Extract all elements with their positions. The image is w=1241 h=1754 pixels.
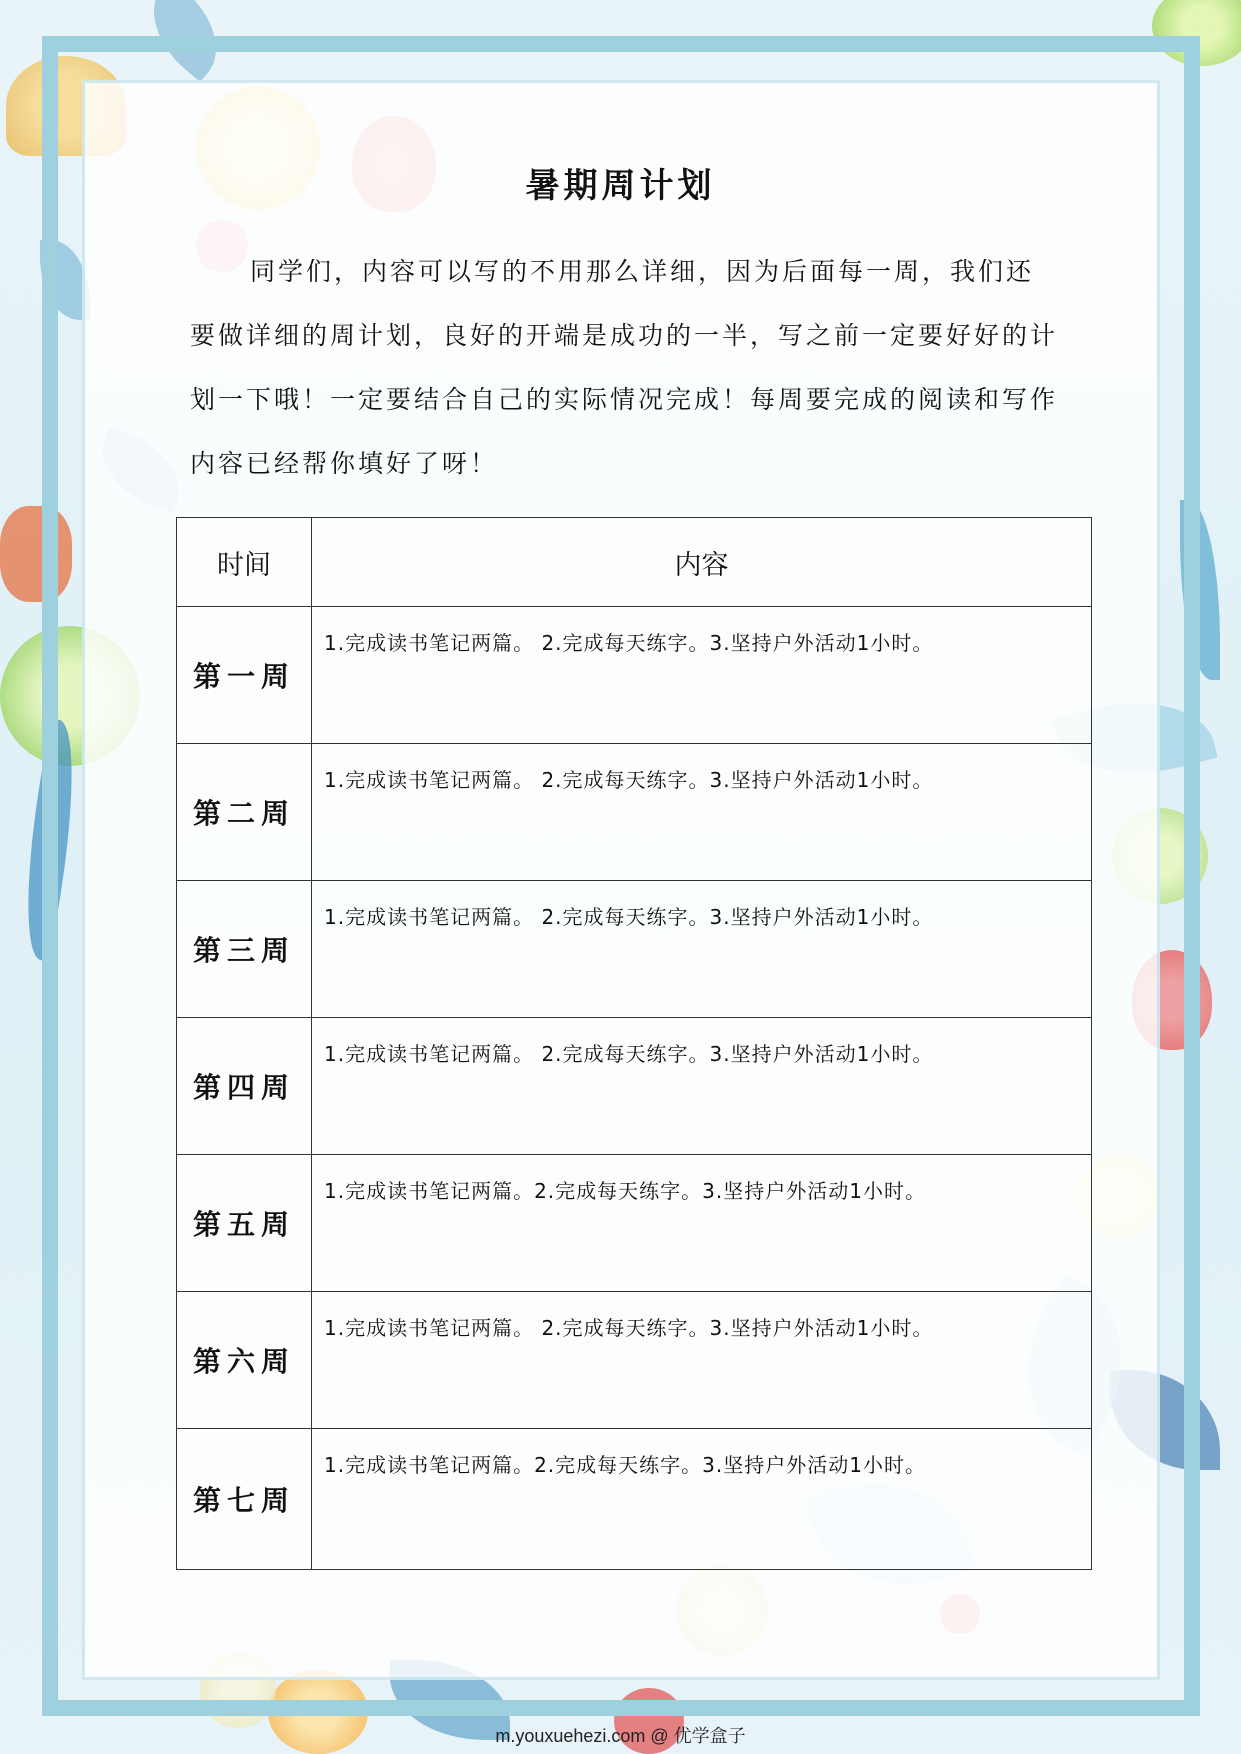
week-content: 1.完成读书笔记两篇。 2.完成每天练字。3.坚持户外活动1小时。 [312, 1018, 1092, 1155]
table-row [177, 1292, 1092, 1429]
week-label: 第六周 [177, 1292, 312, 1429]
table-row [177, 1018, 1092, 1155]
week-content: 1.完成读书笔记两篇。 2.完成每天练字。3.坚持户外活动1小时。 [312, 744, 1092, 881]
footer-watermark: m.youxuehezi.com @ 优学盒子 [495, 1726, 746, 1746]
intro-paragraph: 同学们，内容可以写的不用那么详细，因为后面每一周，我们还要做详细的周计划，良好的开端是成功的一半，写之前一定要好好的计划一下哦！一定要结合自己的实际情况完成！每周要完成的阅读和写作内容已经帮你填好了呀！ [190, 257, 1059, 478]
week-label: 第二周 [177, 744, 312, 881]
week-content: 1.完成读书笔记两篇。 2.完成每天练字。3.坚持户外活动1小时。 [312, 1292, 1092, 1429]
week-content: 1.完成读书笔记两篇。2.完成每天练字。3.坚持户外活动1小时。 [312, 1429, 1092, 1570]
week-content: 1.完成读书笔记两篇。 2.完成每天练字。3.坚持户外活动1小时。 [312, 607, 1092, 744]
table-row [177, 881, 1092, 1018]
table-row [177, 1155, 1092, 1292]
week-content: 1.完成读书笔记两篇。2.完成每天练字。3.坚持户外活动1小时。 [312, 1155, 1092, 1292]
table-header-row [177, 518, 1092, 607]
table-row [177, 1429, 1092, 1570]
week-label: 第四周 [177, 1018, 312, 1155]
week-label: 第五周 [177, 1155, 312, 1292]
table-row [177, 607, 1092, 744]
table-row [177, 744, 1092, 881]
document-title: 暑期周计划 [525, 166, 716, 206]
week-label: 第三周 [177, 881, 312, 1018]
weekly-plan-table [176, 517, 1092, 1570]
week-label: 第一周 [177, 607, 312, 744]
week-label: 第七周 [177, 1429, 312, 1570]
week-content: 1.完成读书笔记两篇。 2.完成每天练字。3.坚持户外活动1小时。 [312, 881, 1092, 1018]
header-content: 内容 [312, 518, 1092, 607]
header-time: 时间 [177, 518, 312, 607]
